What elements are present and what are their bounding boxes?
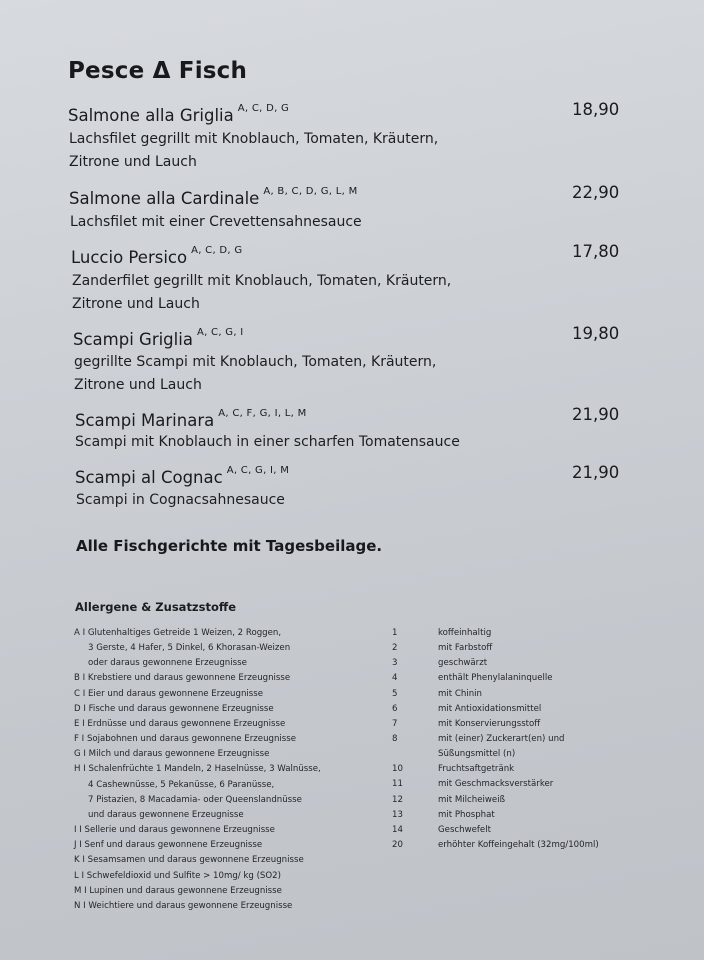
page-title: Pesce Δ Fisch: [68, 58, 248, 84]
dish-name: [75, 408, 307, 430]
dish-name: [75, 465, 290, 487]
dish-allergen-codes: A, C, F, G, I, L, M: [218, 408, 307, 419]
allergen-item: N I Weichtiere und daraus gewonnene Erzeugnisse: [74, 900, 293, 911]
dish-name-text: Scampi Griglia: [73, 330, 193, 349]
dish-price: 18,90: [572, 100, 620, 119]
allergen-item: 3 Gerste, 4 Hafer, 5 Dinkel, 6 Khorasan-Weizen: [88, 643, 291, 654]
additive-text: erhöhter Koffeingehalt (32mg/100ml): [438, 839, 599, 850]
dish-description: [76, 489, 285, 512]
additive-number: 12: [392, 794, 403, 805]
dish-allergen-codes: A, C, G, I: [196, 327, 244, 338]
additive-text: mit (einer) Zuckerart(en) und: [438, 733, 565, 744]
allergen-item: H I Schalenfrüchte 1 Mandeln, 2 Haselnüsse, 3 Walnüsse,: [74, 764, 321, 775]
additive-number: 2: [392, 643, 398, 654]
dish-name-text: Scampi Marinara: [75, 411, 215, 430]
allergen-item: 7 Pistazien, 8 Macadamia- oder Queenslandnüsse: [88, 794, 302, 805]
additive-text: geschwärzt: [438, 658, 488, 669]
allergen-list: [74, 626, 321, 914]
allergen-item: K I Sesamsamen und daraus gewonnene Erzeugnisse: [74, 855, 304, 866]
additive-number: 13: [392, 809, 403, 820]
additive-number: 4: [392, 673, 398, 684]
dish-allergen-codes: A, B, C, D, G, L, M: [263, 186, 358, 197]
dish-price: 17,80: [572, 242, 620, 261]
allergen-item: 4 Cashewnüsse, 5 Pekanüsse, 6 Paranüsse,: [88, 779, 275, 790]
allergen-item: G I Milch und daraus gewonnene Erzeugnisse: [74, 749, 270, 760]
dish-name: [73, 327, 244, 349]
dish-description-line: Zitrone und Lauch: [74, 377, 202, 393]
allergen-item: B I Krebstiere und daraus gewonnene Erzeugnisse: [74, 673, 291, 684]
additive-text: mit Antioxidationsmittel: [438, 703, 542, 714]
dish-description: [70, 211, 362, 234]
dish-name: [69, 186, 358, 208]
side-dish-note: Alle Fischgerichte mit Tagesbeilage.: [76, 537, 383, 555]
additive-text: koffeinhaltig: [438, 628, 492, 638]
additive-text: Fruchtsaftgetränk: [438, 764, 515, 775]
dish-description: [74, 351, 436, 397]
additive-text: mit Geschmacksverstärker: [438, 779, 554, 790]
dish-description-line: Zitrone und Lauch: [72, 296, 200, 312]
allergen-item: M I Lupinen und daraus gewonnene Erzeugnisse: [74, 885, 282, 896]
additive-number: 3: [392, 658, 398, 669]
dish-price: 21,90: [572, 463, 620, 482]
dish-price: 19,80: [572, 324, 620, 343]
additive-number: 10: [392, 764, 403, 775]
additive-number: 7: [392, 718, 398, 729]
additive-text: mit Milcheiweiß: [438, 794, 506, 805]
dish-description-line: Zanderfilet gegrillt mit Knoblauch, Tomaten, Kräutern,: [72, 273, 452, 289]
additive-number: 14: [392, 824, 403, 835]
additive-text: mit Phosphat: [438, 809, 495, 820]
additive-number: 20: [392, 839, 403, 850]
dish-description-line: gegrillte Scampi mit Knoblauch, Tomaten, Kräutern,: [74, 354, 437, 370]
additive-text: mit Farbstoff: [438, 643, 493, 654]
dish-allergen-codes: A, C, G, I, M: [226, 465, 290, 476]
dish-description-line: Scampi in Cognacsahnesauce: [76, 492, 285, 508]
allergen-item: D I Fische und daraus gewonnene Erzeugnisse: [74, 703, 274, 714]
dish-description-line: Scampi mit Knoblauch in einer scharfen Tomatensauce: [75, 434, 460, 450]
dish-name: [68, 103, 290, 125]
additive-text: Geschwefelt: [438, 824, 491, 835]
dish-description: [75, 431, 460, 454]
dish-description-line: Zitrone und Lauch: [69, 154, 197, 170]
allergen-item: C I Eier und daraus gewonnene Erzeugnisse: [74, 688, 264, 699]
allergen-item: L I Schwefeldioxid und Sulfite > 10mg/ kg (SO2): [74, 870, 281, 881]
allergen-item: E I Erdnüsse und daraus gewonnene Erzeugnisse: [74, 718, 286, 729]
dish-description: [69, 128, 438, 174]
additive-number: 8: [392, 733, 398, 744]
additive-text: mit Konservierungsstoff: [438, 718, 541, 729]
dish-name-text: Luccio Persico: [71, 248, 188, 267]
dish-description-line: Lachsfilet gegrillt mit Knoblauch, Tomaten, Kräutern,: [69, 131, 439, 147]
dish-price: 22,90: [572, 183, 620, 202]
dish-allergen-codes: A, C, D, G: [191, 245, 243, 256]
additive-text: enthält Phenylalaninquelle: [438, 673, 553, 684]
allergen-item: oder daraus gewonnene Erzeugnisse: [88, 658, 247, 669]
additive-text: mit Chinin: [438, 688, 482, 699]
additive-number: 5: [392, 688, 398, 699]
additive-number: 1: [392, 628, 398, 638]
allergen-item: F I Sojabohnen und daraus gewonnene Erzeugnisse: [74, 734, 297, 745]
allergen-item: I I Sellerie und daraus gewonnene Erzeugnisse: [74, 825, 275, 836]
dish-name-text: Scampi al Cognac: [75, 468, 223, 487]
dish-allergen-codes: A, C, D, G: [237, 103, 290, 114]
additive-number: 6: [392, 703, 398, 714]
dish-description-line: Lachsfilet mit einer Crevettensahnesauce: [70, 214, 362, 230]
allergen-item: und daraus gewonnene Erzeugnisse: [88, 809, 244, 820]
dish-name-text: Salmone alla Griglia: [68, 106, 234, 125]
additive-text: Süßungsmittel (n): [438, 749, 516, 760]
dish-price: 21,90: [572, 405, 620, 424]
allergen-item: A I Glutenhaltiges Getreide 1 Weizen, 2 Roggen,: [74, 628, 282, 638]
dish-name-text: Salmone alla Cardinale: [69, 189, 260, 208]
dish-name: [71, 245, 243, 267]
dish-description: [72, 270, 451, 316]
allergen-section-title: Allergene & Zusatzstoffe: [75, 600, 236, 614]
additive-number: 11: [392, 779, 403, 790]
allergen-item: J I Senf und daraus gewonnene Erzeugnisse: [74, 840, 263, 851]
